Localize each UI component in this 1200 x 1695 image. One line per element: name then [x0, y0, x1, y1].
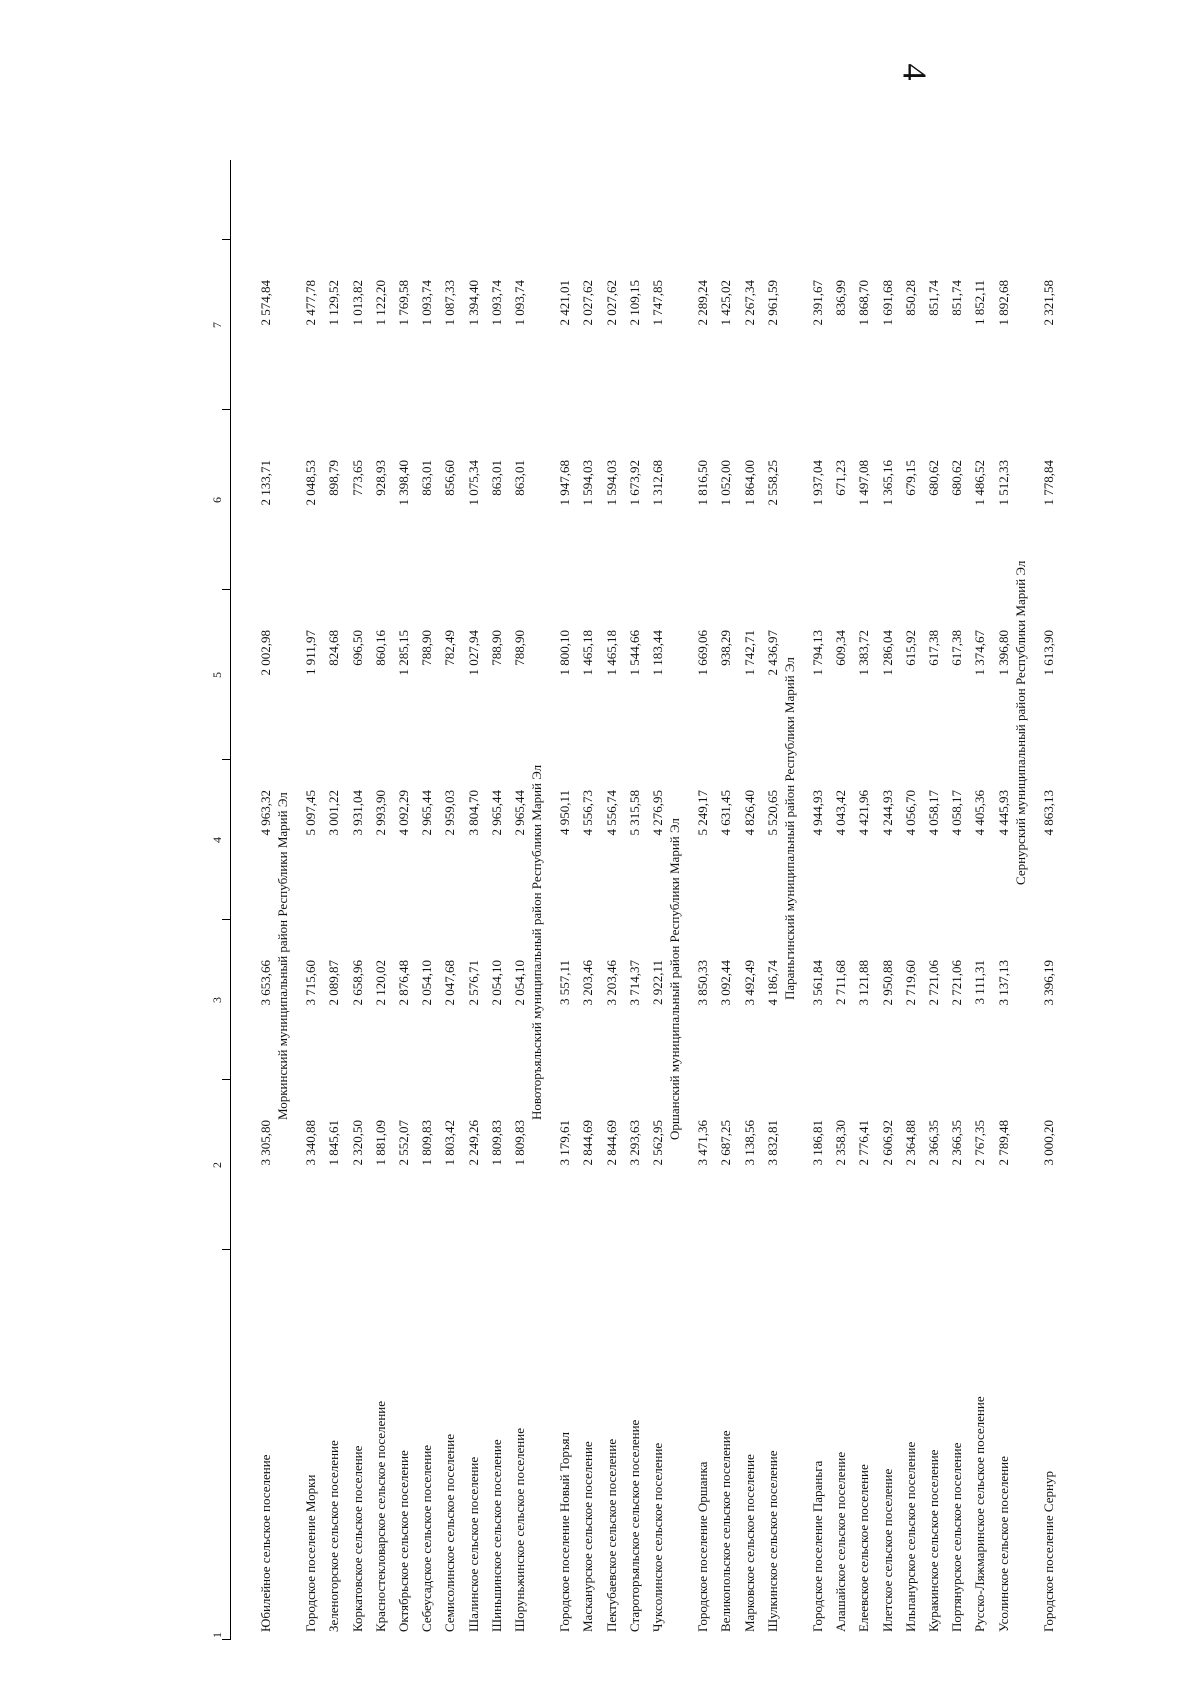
table-cell-value: 1 465,18 — [603, 630, 619, 676]
table-cell-value: 617,38 — [949, 630, 965, 666]
table-cell-value: 2 711,68 — [833, 960, 849, 1006]
table-cell-value: 1 747,85 — [650, 280, 665, 326]
table-cell-value: 2 054,10 — [419, 960, 435, 1006]
table-cell-value: 1 394,40 — [465, 280, 481, 326]
table-cell-value: 680,62 — [949, 460, 965, 496]
table-cell-value: 1 013,82 — [349, 280, 365, 326]
header-tick — [222, 919, 231, 920]
table-cell-value: 1 947,68 — [557, 460, 573, 506]
table-cell-value: 860,16 — [372, 630, 388, 666]
table-cell-value: 4 421,96 — [856, 790, 872, 836]
table-cell-value: 3 804,70 — [465, 790, 481, 836]
table-cell-value: 2 961,59 — [764, 280, 780, 326]
header-column-number: 2 — [210, 1162, 224, 1168]
header-tick — [222, 1249, 231, 1250]
table-cell-value: 788,90 — [512, 630, 527, 666]
table-cell-value: 1 093,74 — [512, 280, 527, 326]
table-cell-value: 5 315,58 — [626, 790, 642, 836]
table-cell-value: 2 027,62 — [603, 280, 619, 326]
table-row-name: Шиньшинское сельское поселение — [488, 1439, 504, 1632]
table-row-name: Городское поселение Сернур — [1040, 1471, 1056, 1632]
table-cell-value: 1 868,70 — [856, 280, 872, 326]
table-cell-value: 4 276,95 — [650, 790, 665, 836]
table-cell-value: 4 043,42 — [833, 790, 849, 836]
table-row-name: Русско-Ляжмаринское сельское поселение — [972, 1396, 988, 1632]
header-column-number: 4 — [210, 837, 224, 843]
table-cell-value: 5 520,65 — [764, 790, 780, 836]
header-column-number: 6 — [210, 497, 224, 503]
table-cell-value: 5 249,17 — [695, 790, 711, 836]
table-row-name: Великопольское сельское поселение — [718, 1430, 734, 1632]
table-cell-value: 938,29 — [718, 630, 734, 666]
header-rule — [230, 160, 231, 1640]
table-cell-value: 836,99 — [833, 280, 849, 316]
table-cell-value: 824,68 — [326, 630, 342, 666]
table-cell-value: 2 366,35 — [949, 1120, 965, 1166]
table-cell-value: 4 056,70 — [902, 790, 918, 836]
table-cell-value: 1 425,02 — [718, 280, 734, 326]
header-tick — [222, 589, 231, 590]
table-cell-value: 3 001,22 — [326, 790, 342, 836]
table-cell-value: 1 864,00 — [741, 460, 757, 506]
table-row-name: Илетское сельское поселение — [879, 1468, 895, 1632]
table-row-name: Староторъяльское сельское поселение — [626, 1419, 642, 1632]
table-cell-value: 1 093,74 — [419, 280, 435, 326]
table-cell-value: 4 186,74 — [764, 960, 780, 1006]
page-number: 4 — [895, 63, 933, 81]
table-cell-value: 2 289,24 — [695, 280, 711, 326]
table-cell-value: 3 471,36 — [695, 1120, 711, 1166]
table-cell-value: 1 742,71 — [741, 630, 757, 676]
table-cell-value: 3 340,88 — [303, 1120, 319, 1166]
table-cell-value: 863,01 — [419, 460, 435, 496]
header-column-number: 1 — [210, 1632, 224, 1638]
table-cell-value: 2 048,53 — [303, 460, 319, 506]
table-cell-value: 3 561,84 — [810, 960, 825, 1006]
table-cell-value: 3 850,33 — [695, 960, 711, 1006]
table-cell-value: 2 047,68 — [442, 960, 458, 1006]
table-cell-value: 4 556,73 — [580, 790, 596, 836]
table-row-name: Зеленогорское сельское поселение — [326, 1440, 342, 1632]
table-cell-value: 2 436,97 — [764, 630, 780, 676]
table-cell-value: 2 320,50 — [349, 1120, 365, 1166]
table-cell-value: 788,90 — [419, 630, 435, 666]
table-cell-value: 1 852,11 — [972, 280, 988, 326]
table-cell-value: 1 497,08 — [856, 460, 872, 506]
table-cell-value: 2 552,07 — [396, 1120, 411, 1166]
table-row-name: Марковское сельское поселение — [741, 1454, 757, 1632]
table-cell-value: 1 365,16 — [879, 460, 895, 506]
header-column-number: 5 — [210, 672, 224, 678]
region-heading: Моркинский муниципальный район Республики Марий Эл — [275, 792, 291, 1120]
table-cell-value: 679,15 — [902, 460, 918, 496]
table-cell-value: 863,01 — [512, 460, 527, 496]
table-row-name: Семисолинское сельское поселение — [442, 1433, 458, 1632]
table-cell-value: 3 492,49 — [741, 960, 757, 1006]
table-cell-value: 1 816,50 — [695, 460, 711, 506]
table-cell-value: 2 054,10 — [488, 960, 504, 1006]
table-cell-value: 1 845,61 — [326, 1120, 342, 1166]
table-cell-value: 2 950,88 — [879, 960, 895, 1006]
table-cell-value: 3 293,63 — [626, 1120, 642, 1166]
table-cell-value: 2 574,84 — [258, 280, 273, 326]
table-cell-value: 4 058,17 — [926, 790, 941, 836]
table-row-name: Шоруньжинское сельское поселение — [512, 1428, 527, 1632]
table-cell-value: 1 594,03 — [603, 460, 619, 506]
table-cell-value: 5 097,45 — [303, 790, 319, 836]
header-column-number: 3 — [210, 997, 224, 1003]
table-cell-value: 1 052,00 — [718, 460, 734, 506]
table-cell-value: 2 993,90 — [372, 790, 388, 836]
table-cell-value: 2 364,88 — [902, 1120, 918, 1166]
table-cell-value: 3 653,66 — [258, 960, 273, 1006]
table-row-name: Портянурское сельское поселение — [949, 1442, 965, 1632]
table-cell-value: 671,23 — [833, 460, 849, 496]
table-cell-value: 1 881,09 — [372, 1120, 388, 1166]
table-cell-value: 2 133,71 — [258, 460, 273, 506]
table-cell-value: 2 922,11 — [650, 960, 665, 1006]
table-cell-value: 1 794,13 — [810, 630, 825, 676]
table-cell-value: 1 809,83 — [419, 1120, 435, 1166]
table-cell-value: 2 767,35 — [972, 1120, 988, 1166]
header-column-number: 7 — [210, 322, 224, 328]
table-row-name: Чуксолинское сельское поселение — [650, 1442, 665, 1632]
table-cell-value: 773,65 — [349, 460, 365, 496]
table-cell-value: 4 244,93 — [879, 790, 895, 836]
table-cell-value: 4 863,13 — [1040, 790, 1056, 836]
table-cell-value: 2 606,92 — [879, 1120, 895, 1166]
table-cell-value: 2 719,60 — [902, 960, 918, 1006]
table-cell-value: 3 557,11 — [557, 960, 573, 1006]
table-cell-value: 1 285,15 — [396, 630, 411, 676]
header-tick — [222, 239, 231, 240]
table-cell-value: 4 405,36 — [972, 790, 988, 836]
table-cell-value: 1 892,68 — [995, 280, 1011, 326]
table-cell-value: 4 950,11 — [557, 790, 573, 836]
table-cell-value: 2 776,41 — [856, 1120, 872, 1166]
table-cell-value: 1 691,68 — [879, 280, 895, 326]
table-cell-value: 3 179,61 — [557, 1120, 573, 1166]
table-cell-value: 2 249,26 — [465, 1120, 481, 1166]
table-cell-value: 1 396,80 — [995, 630, 1011, 676]
table-cell-value: 1 183,44 — [650, 630, 665, 676]
table-cell-value: 4 631,45 — [718, 790, 734, 836]
table-cell-value: 3 203,46 — [580, 960, 596, 1006]
table-cell-value: 3 305,80 — [258, 1120, 273, 1166]
table-cell-value: 617,38 — [926, 630, 941, 666]
table-cell-value: 1 374,67 — [972, 630, 988, 676]
table-cell-value: 1 544,66 — [626, 630, 642, 676]
table-cell-value: 4 963,32 — [258, 790, 273, 836]
table-row-name: Юбилейное сельское поселение — [258, 1454, 273, 1632]
table-cell-value: 2 321,58 — [1040, 280, 1056, 326]
table-row-name: Усолинское сельское поселение — [995, 1456, 1011, 1632]
table-cell-value: 2 658,96 — [349, 960, 365, 1006]
table-cell-value: 788,90 — [488, 630, 504, 666]
table-row-name: Ильпанурское сельское поселение — [902, 1441, 918, 1632]
table-cell-value: 2 366,35 — [926, 1120, 941, 1166]
table-cell-value: 4 058,17 — [949, 790, 965, 836]
tariff-table — [210, 80, 1056, 1640]
table-cell-value: 2 876,48 — [396, 960, 411, 1006]
table-cell-value: 680,62 — [926, 460, 941, 496]
table-cell-value: 898,79 — [326, 460, 342, 496]
table-cell-value: 2 120,02 — [372, 960, 388, 1006]
table-cell-value: 1 809,83 — [488, 1120, 504, 1166]
table-cell-value: 2 789,48 — [995, 1120, 1011, 1166]
table-cell-value: 1 312,68 — [650, 460, 665, 506]
table-cell-value: 2 965,44 — [419, 790, 435, 836]
table-cell-value: 1 937,04 — [810, 460, 825, 506]
table-cell-value: 1 027,94 — [465, 630, 481, 676]
table-cell-value: 928,93 — [372, 460, 388, 496]
table-cell-value: 696,50 — [349, 630, 365, 666]
table-cell-value: 3 137,13 — [995, 960, 1011, 1006]
table-cell-value: 1 398,40 — [396, 460, 411, 506]
table-cell-value: 3 092,44 — [718, 960, 734, 1006]
table-row-name: Масканурское сельское поселение — [580, 1441, 596, 1632]
table-cell-value: 3 186,81 — [810, 1120, 825, 1166]
table-cell-value: 1 465,18 — [580, 630, 596, 676]
table-cell-value: 1 669,06 — [695, 630, 711, 676]
table-cell-value: 2 421,01 — [557, 280, 573, 326]
table-cell-value: 1 286,04 — [879, 630, 895, 676]
table-row-name: Городское поселение Морки — [303, 1474, 319, 1632]
table-row-name: Шулкинское сельское поселение — [764, 1450, 780, 1632]
table-cell-value: 2 844,69 — [580, 1120, 596, 1166]
table-cell-value: 4 944,93 — [810, 790, 825, 836]
table-cell-value: 2 391,67 — [810, 280, 825, 326]
table-row-name: Красностекловарское сельское поселение — [372, 1401, 388, 1632]
region-heading: Новоторъяльский муниципальный район Республики Марий Эл — [529, 764, 545, 1120]
region-heading: Оршанский муниципальный район Республики Марий Эл — [667, 818, 683, 1140]
table-cell-value: 856,60 — [442, 460, 458, 496]
table-cell-value: 1 809,83 — [512, 1120, 527, 1166]
table-cell-value: 2 477,78 — [303, 280, 319, 326]
table-cell-value: 1 087,33 — [442, 280, 458, 326]
table-cell-value: 1 093,74 — [488, 280, 504, 326]
region-heading: Параньгинский муниципальный район Республики Марий Эл — [782, 657, 797, 1000]
table-cell-value: 2 089,87 — [326, 960, 342, 1006]
table-cell-value: 3 138,56 — [741, 1120, 757, 1166]
table-cell-value: 851,74 — [949, 280, 965, 316]
table-cell-value: 615,92 — [902, 630, 918, 666]
table-cell-value: 2 002,98 — [258, 630, 273, 676]
table-cell-value: 1 613,90 — [1040, 630, 1056, 676]
table-row-name: Городское поселение Новый Торъял — [557, 1431, 573, 1632]
table-cell-value: 2 109,15 — [626, 280, 642, 326]
table-cell-value: 1 769,58 — [396, 280, 411, 326]
table-cell-value: 851,74 — [926, 280, 941, 316]
table-row-name: Октябрьское сельское поселение — [396, 1450, 411, 1632]
table-cell-value: 2 054,10 — [512, 960, 527, 1006]
table-cell-value: 863,01 — [488, 460, 504, 496]
table-cell-value: 782,49 — [442, 630, 458, 666]
table-cell-value: 2 965,44 — [512, 790, 527, 836]
table-cell-value: 3 714,37 — [626, 960, 642, 1006]
table-cell-value: 1 778,84 — [1040, 460, 1056, 506]
table-cell-value: 3 715,60 — [303, 960, 319, 1006]
table-row-name: Городское поселение Оршанка — [695, 1461, 711, 1632]
table-cell-value: 2 721,06 — [949, 960, 965, 1006]
table-cell-value: 3 000,20 — [1040, 1120, 1056, 1166]
table-cell-value: 3 121,88 — [856, 960, 872, 1006]
table-cell-value: 4 092,29 — [396, 790, 411, 836]
table-row-name: Пектубаевское сельское поселение — [603, 1438, 619, 1632]
table-cell-value: 2 576,71 — [465, 960, 481, 1006]
table-cell-value: 2 721,06 — [926, 960, 941, 1006]
table-cell-value: 2 959,03 — [442, 790, 458, 836]
rotated-table-sheet — [210, 80, 1056, 1640]
table-cell-value: 1 129,52 — [326, 280, 342, 326]
table-cell-value: 2 558,25 — [764, 460, 780, 506]
table-row-name: Куракинское сельское поселение — [926, 1449, 941, 1632]
table-cell-value: 3 931,04 — [349, 790, 365, 836]
table-cell-value: 3 832,81 — [764, 1120, 780, 1166]
table-row-name: Коркатовское сельское поселение — [349, 1445, 365, 1632]
table-cell-value: 1 486,52 — [972, 460, 988, 506]
table-row-name: Алашайское сельское поселение — [833, 1451, 849, 1632]
header-tick — [222, 759, 231, 760]
table-cell-value: 609,34 — [833, 630, 849, 666]
region-heading: Сернурский муниципальный район Республики Марий Эл — [1012, 560, 1028, 885]
table-cell-value: 2 027,62 — [580, 280, 596, 326]
table-row-name: Себеусадское сельское поселение — [419, 1444, 435, 1632]
table-cell-value: 2 965,44 — [488, 790, 504, 836]
table-cell-value: 850,28 — [902, 280, 918, 316]
table-cell-value: 1 075,34 — [465, 460, 481, 506]
header-tick — [222, 1079, 231, 1080]
table-cell-value: 4 556,74 — [603, 790, 619, 836]
table-cell-value: 1 673,92 — [626, 460, 642, 506]
header-tick — [222, 409, 231, 410]
table-cell-value: 2 562,95 — [650, 1120, 665, 1166]
table-cell-value: 1 122,20 — [372, 280, 388, 326]
table-cell-value: 1 803,42 — [442, 1120, 458, 1166]
table-row-name: Городское поселение Параньга — [810, 1460, 825, 1632]
table-row-name: Шалинское сельское поселение — [465, 1456, 481, 1632]
table-cell-value: 1 800,10 — [557, 630, 573, 676]
table-cell-value: 3 203,46 — [603, 960, 619, 1006]
table-cell-value: 2 844,69 — [603, 1120, 619, 1166]
table-cell-value: 4 826,40 — [741, 790, 757, 836]
table-cell-value: 4 445,93 — [995, 790, 1011, 836]
table-cell-value: 1 911,97 — [303, 630, 319, 676]
table-cell-value: 3 111,31 — [972, 960, 988, 1005]
table-cell-value: 1 594,03 — [580, 460, 596, 506]
table-row-name: Елеевское сельское поселение — [856, 1464, 872, 1632]
table-cell-value: 2 267,34 — [741, 280, 757, 326]
table-cell-value: 2 687,25 — [718, 1120, 734, 1166]
table-cell-value: 3 396,19 — [1040, 960, 1056, 1006]
table-cell-value: 2 358,30 — [833, 1120, 849, 1166]
table-cell-value: 1 512,33 — [995, 460, 1011, 506]
table-cell-value: 1 383,72 — [856, 630, 872, 676]
